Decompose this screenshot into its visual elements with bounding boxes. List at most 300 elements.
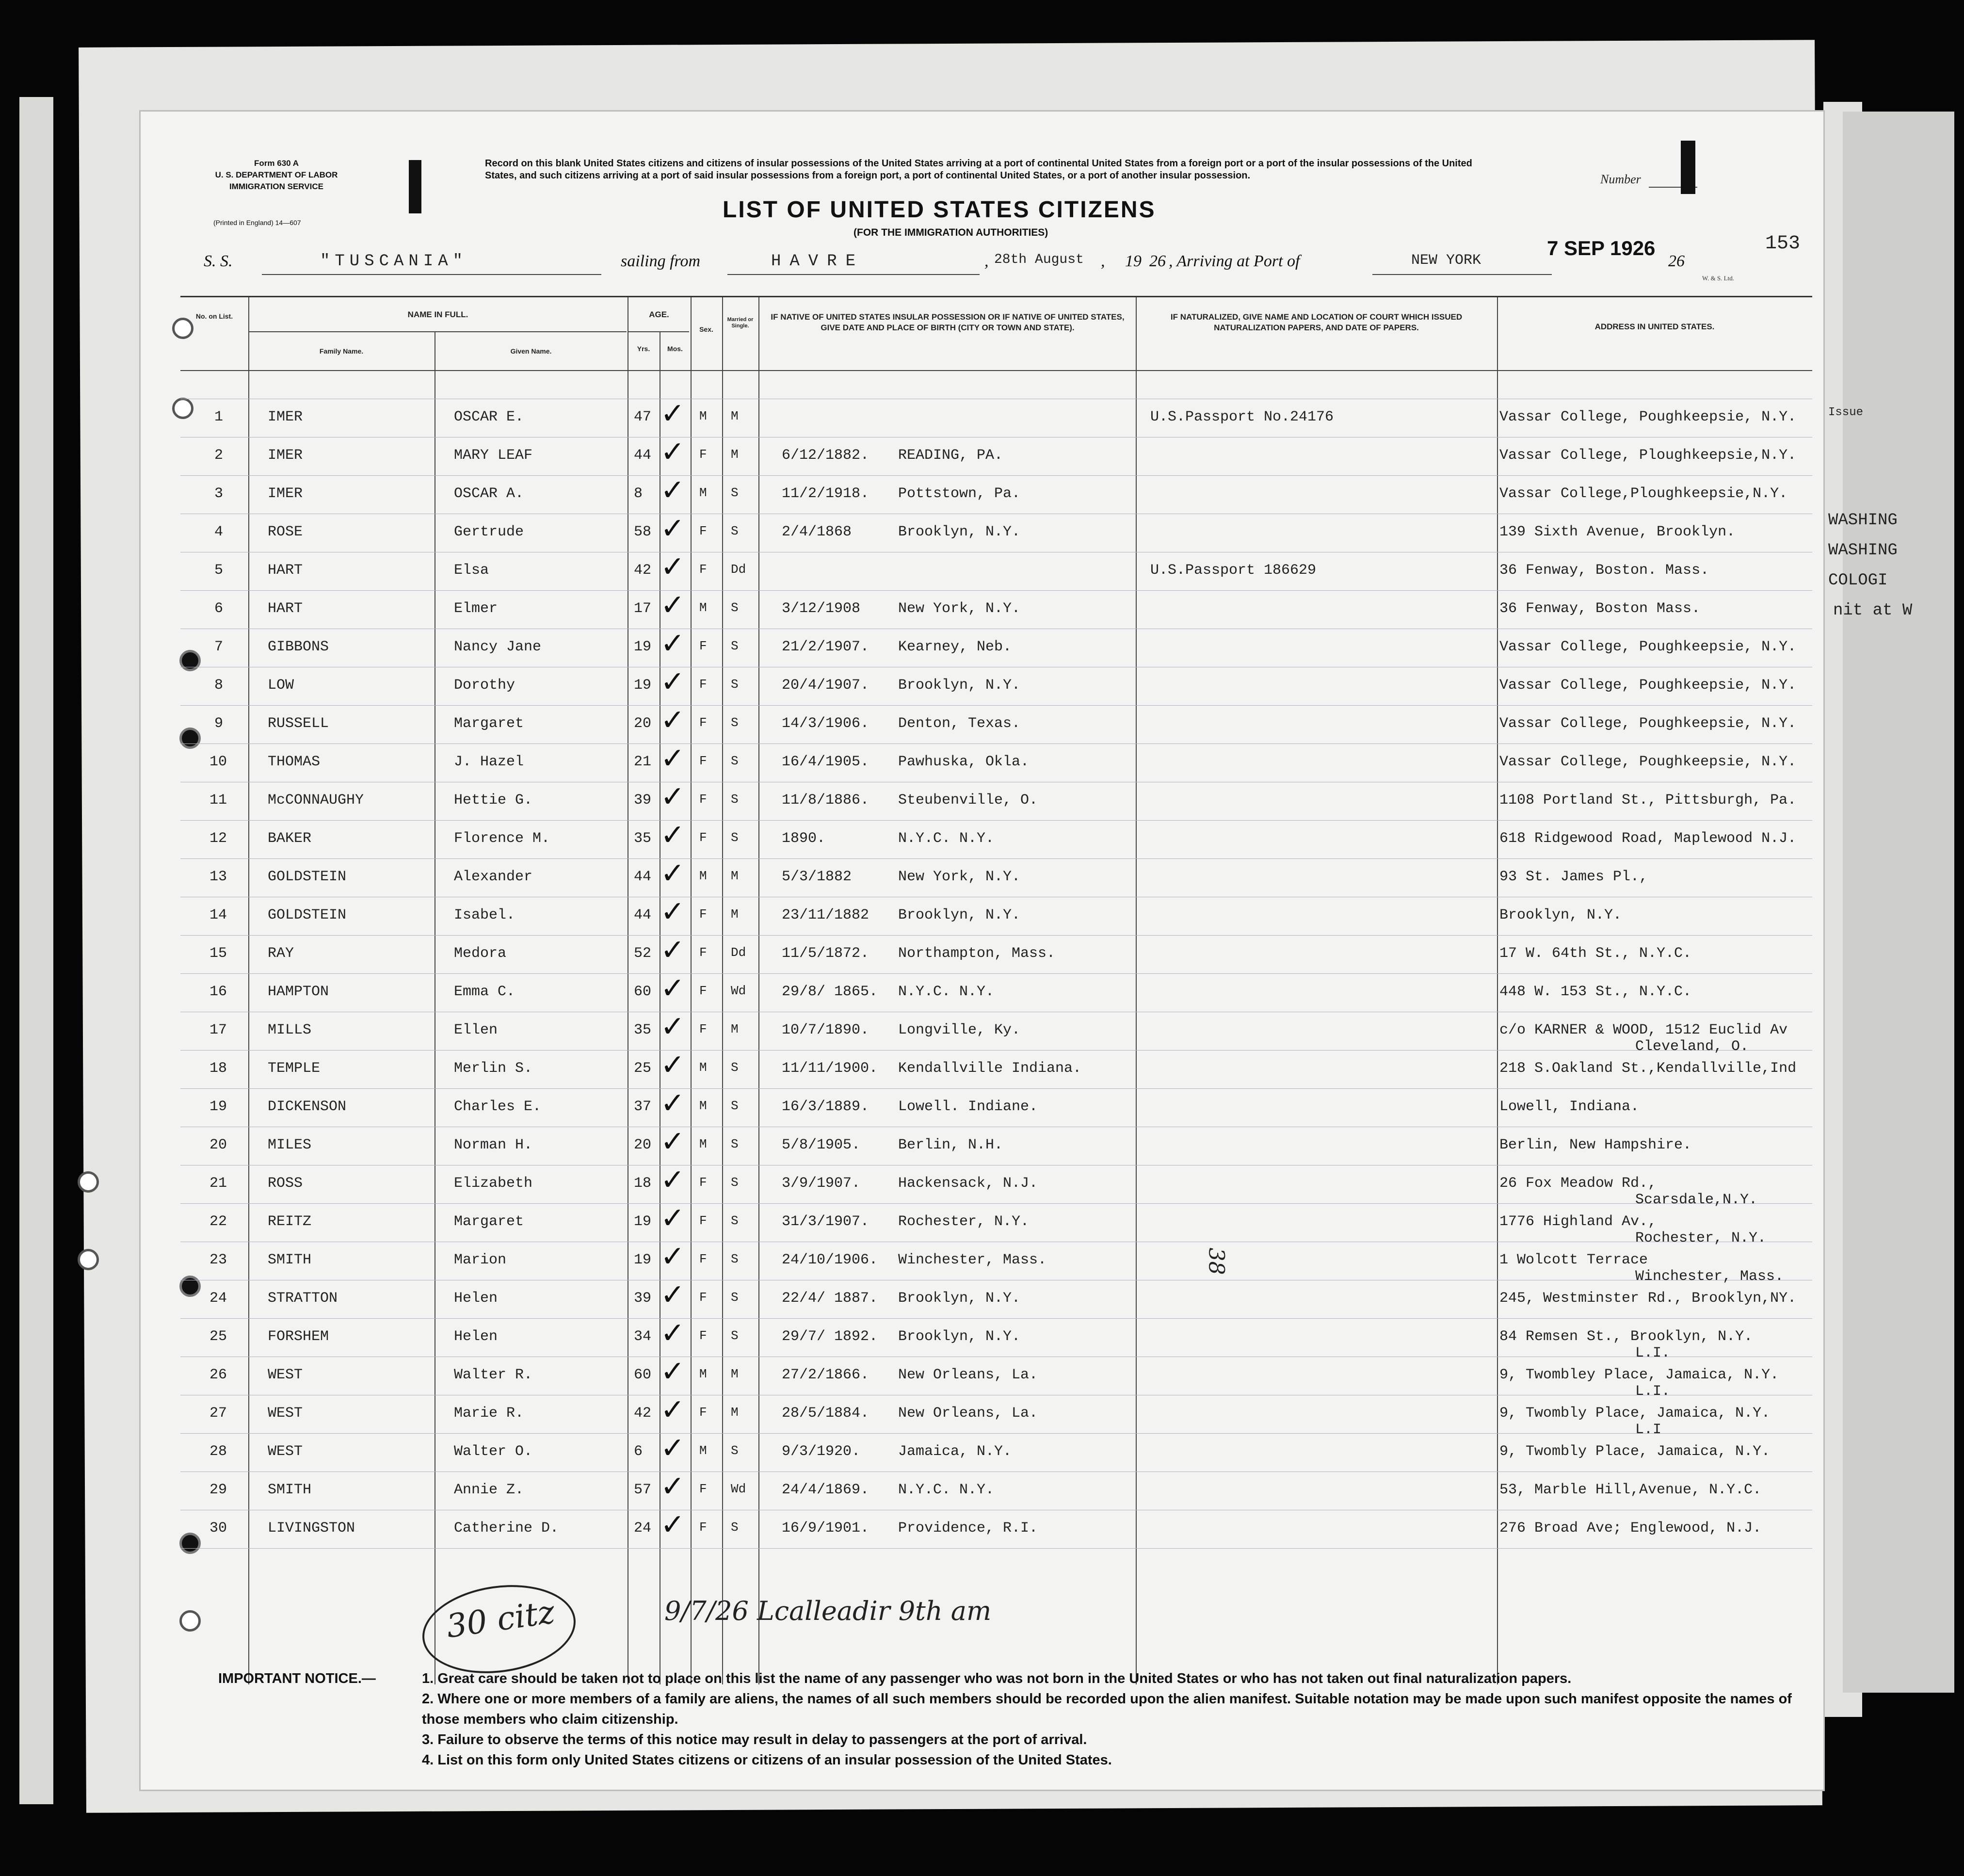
- cell-age: 52: [634, 945, 652, 962]
- check-mark: ✓: [660, 1355, 685, 1389]
- header-sex: Sex.: [699, 325, 713, 333]
- cell-address2: L.I.: [1635, 1345, 1671, 1361]
- cell-age: 44: [634, 907, 652, 923]
- cell-family: WEST: [268, 1405, 303, 1422]
- cell-sex: M: [699, 1137, 707, 1151]
- cell-given: Nancy Jane: [454, 639, 542, 655]
- cell-given: Medora: [454, 945, 507, 962]
- cell-no: 20: [209, 1137, 227, 1153]
- header-no: No. on List.: [195, 312, 233, 320]
- department: U. S. DEPARTMENT OF LABOR: [215, 170, 338, 179]
- cell-address: Vassar College, Poughkeepsie, N.Y.: [1499, 409, 1797, 425]
- cell-given: Elsa: [454, 562, 489, 579]
- cell-ms: S: [731, 600, 739, 615]
- header-rule: [180, 370, 1812, 371]
- cell-age: 19: [634, 1213, 652, 1230]
- cell-sex: F: [699, 1213, 707, 1228]
- arrival-date-stamp: 7 SEP 1926: [1547, 237, 1656, 259]
- cell-sex: F: [699, 1520, 707, 1535]
- cell-birth-date: 21/2/1907.: [782, 639, 869, 655]
- cell-birth-place: Denton, Texas.: [898, 715, 1021, 732]
- cell-birth-date: 29/7/ 1892.: [782, 1328, 878, 1345]
- cell-sex: M: [699, 485, 707, 500]
- cell-given: Alexander: [454, 869, 533, 885]
- cell-natz: U.S.Passport 186629: [1150, 562, 1317, 579]
- cell-sex: F: [699, 754, 707, 768]
- cell-ms: Wd: [731, 984, 746, 998]
- cell-family: FORSHEM: [268, 1328, 329, 1345]
- cell-address: Vassar College, Poughkeepsie, N.Y.: [1499, 715, 1797, 732]
- cell-sex: F: [699, 1290, 707, 1305]
- cell-age: 19: [634, 677, 652, 694]
- cell-birth-place: Winchester, Mass.: [898, 1252, 1047, 1268]
- cell-address2: Scarsdale,N.Y.: [1635, 1192, 1758, 1208]
- notice-lead: IMPORTANT NOTICE.—: [218, 1671, 376, 1686]
- cell-ms: S: [731, 715, 739, 730]
- cell-family: DICKENSON: [268, 1099, 347, 1115]
- cell-family: RAY: [268, 945, 294, 962]
- cell-address: 1108 Portland St., Pittsburgh, Pa.: [1499, 792, 1797, 809]
- column-rule: [722, 297, 723, 1684]
- cell-ms: S: [731, 1175, 739, 1190]
- cell-no: 18: [209, 1060, 227, 1077]
- cell-family: MILES: [268, 1137, 312, 1153]
- cell-age: 37: [634, 1099, 652, 1115]
- cell-given: Margaret: [454, 715, 524, 732]
- cell-natz: U.S.Passport No.24176: [1150, 409, 1334, 425]
- cell-birth-date: 6/12/1882.: [782, 447, 869, 464]
- cell-sex: F: [699, 984, 707, 998]
- cell-address: Vassar College, Poughkeepsie, N.Y.: [1499, 677, 1797, 694]
- check-mark: ✓: [660, 1125, 685, 1159]
- cell-ms: S: [731, 754, 739, 768]
- cell-ms: S: [731, 792, 739, 807]
- cell-no: 19: [209, 1099, 227, 1115]
- cell-birth-date: 11/8/1886.: [782, 792, 869, 809]
- cell-ms: Wd: [731, 1482, 746, 1496]
- margin-text: nit at W: [1833, 601, 1913, 620]
- cell-birth-date: 27/2/1866.: [782, 1367, 869, 1383]
- cell-given: Walter R.: [454, 1367, 533, 1383]
- cell-age: 8: [634, 485, 643, 502]
- cell-address: 139 Sixth Avenue, Brooklyn.: [1499, 524, 1736, 540]
- row-rule: [180, 1318, 1812, 1319]
- cell-birth-date: 31/3/1907.: [782, 1213, 869, 1230]
- cell-no: 12: [209, 830, 227, 847]
- cell-family: BAKER: [268, 830, 312, 847]
- cell-given: Emma C.: [454, 984, 515, 1000]
- cell-family: LOW: [268, 677, 294, 694]
- row-rule: [180, 973, 1812, 974]
- cell-birth-date: 5/3/1882: [782, 869, 852, 885]
- cell-birth-place: Hackensack, N.J.: [898, 1175, 1038, 1192]
- printer-mark: W. & S. Ltd.: [1702, 275, 1734, 282]
- cell-family: ROSE: [268, 524, 303, 540]
- check-mark: ✓: [660, 1086, 685, 1120]
- form-id-block: [204, 158, 349, 228]
- check-mark: ✓: [660, 1010, 685, 1044]
- cell-sex: F: [699, 792, 707, 807]
- cell-age: 35: [634, 830, 652, 847]
- cell-birth-place: New Orleans, La.: [898, 1405, 1038, 1422]
- header-age: AGE.: [649, 310, 669, 319]
- cell-address: Berlin, New Hampshire.: [1499, 1137, 1692, 1153]
- cell-no: 22: [209, 1213, 227, 1230]
- cell-given: Florence M.: [454, 830, 550, 847]
- cell-given: Elmer: [454, 600, 498, 617]
- cell-address2: Winchester, Mass.: [1635, 1268, 1784, 1285]
- circled-count: 30 citz: [444, 1593, 557, 1646]
- cell-ms: S: [731, 485, 739, 500]
- row-rule: [180, 858, 1812, 859]
- cell-no: 11: [209, 792, 227, 809]
- check-mark: ✓: [660, 1316, 685, 1350]
- column-rule: [691, 297, 692, 1684]
- cell-address2: L.I: [1635, 1422, 1662, 1438]
- header-married: Married or Single.: [727, 317, 754, 329]
- notice-item: 3. Failure to observe the terms of this notice may result in delay to passengers at the port of arrival.: [422, 1732, 1087, 1747]
- cell-ms: Dd: [731, 562, 746, 577]
- cell-birth-date: 5/8/1905.: [782, 1137, 861, 1153]
- cell-birth-place: Steubenville, O.: [898, 792, 1038, 809]
- margin-text: Issue: [1828, 406, 1864, 419]
- ship-name: "TUSCANIA": [320, 252, 468, 271]
- cell-address: 218 S.Oakland St.,Kendallville,Ind: [1499, 1060, 1797, 1077]
- cell-sex: F: [699, 639, 707, 653]
- row-rule: [180, 1088, 1812, 1089]
- cell-ms: M: [731, 409, 739, 423]
- ss-label: S. S.: [204, 252, 233, 270]
- cell-given: Helen: [454, 1328, 498, 1345]
- margin-text: COLOGI: [1828, 571, 1888, 590]
- cell-no: 13: [209, 869, 227, 885]
- cell-age: 17: [634, 600, 652, 617]
- year-suffix-2: 26: [1668, 252, 1685, 270]
- cell-ms: S: [731, 1252, 739, 1266]
- punch-hole: [78, 1249, 99, 1270]
- cell-given: Gertrude: [454, 524, 524, 540]
- page-subtitle: (FOR THE IMMIGRATION AUTHORITIES): [853, 227, 1048, 238]
- cell-birth-place: Brooklyn, N.Y.: [898, 1328, 1021, 1345]
- cell-age: 25: [634, 1060, 652, 1077]
- cell-sex: M: [699, 409, 707, 423]
- check-mark: ✓: [660, 1508, 685, 1542]
- cell-sex: F: [699, 1175, 707, 1190]
- cell-given: Walter O.: [454, 1443, 533, 1460]
- cell-address: 276 Broad Ave; Englewood, N.J.: [1499, 1520, 1762, 1536]
- cell-age: 6: [634, 1443, 643, 1460]
- cell-given: J. Hazel: [454, 754, 524, 770]
- cell-family: GIBBONS: [268, 639, 329, 655]
- header-mos: Mos.: [667, 345, 683, 353]
- header-yrs: Yrs.: [637, 345, 650, 353]
- rule: [1372, 274, 1552, 275]
- cell-ms: M: [731, 869, 739, 883]
- cell-ms: S: [731, 1290, 739, 1305]
- cell-no: 5: [214, 562, 224, 579]
- cell-birth-date: 9/3/1920.: [782, 1443, 861, 1460]
- cell-age: 57: [634, 1482, 652, 1498]
- check-mark: ✓: [660, 742, 685, 776]
- margin-text: WASHING: [1828, 541, 1898, 560]
- cell-family: GOLDSTEIN: [268, 907, 347, 923]
- cell-family: IMER: [268, 485, 303, 502]
- port-from: HAVRE: [771, 252, 865, 271]
- header-name: NAME IN FULL.: [407, 310, 468, 319]
- cell-family: STRATTON: [268, 1290, 338, 1307]
- cell-ms: M: [731, 907, 739, 922]
- cell-ms: M: [731, 1022, 739, 1036]
- header-rule: [248, 331, 627, 332]
- check-mark: ✓: [660, 1278, 685, 1312]
- cell-no: 17: [209, 1022, 227, 1038]
- cell-address: 26 Fox Meadow Rd.,: [1499, 1175, 1657, 1192]
- cell-sex: M: [699, 1367, 707, 1381]
- cell-ms: S: [731, 1443, 739, 1458]
- cell-address: 618 Ridgewood Road, Maplewood N.J.: [1499, 830, 1797, 847]
- cell-age: 21: [634, 754, 652, 770]
- cell-no: 10: [209, 754, 227, 770]
- cell-age: 60: [634, 1367, 652, 1383]
- cell-birth-place: Pawhuska, Okla.: [898, 754, 1030, 770]
- cell-ms: S: [731, 1099, 739, 1113]
- cell-address: Vassar College, Ploughkeepsie,N.Y.: [1499, 447, 1797, 464]
- cell-sex: F: [699, 1328, 707, 1343]
- cell-given: Dorothy: [454, 677, 515, 694]
- cell-ms: S: [731, 1328, 739, 1343]
- check-mark: ✓: [660, 1163, 685, 1197]
- cell-family: THOMAS: [268, 754, 321, 770]
- cell-no: 2: [214, 447, 224, 464]
- cell-given: Hettie G.: [454, 792, 533, 809]
- cell-sex: F: [699, 830, 707, 845]
- cell-address: 448 W. 153 St., N.Y.C.: [1499, 984, 1692, 1000]
- cell-given: Merlin S.: [454, 1060, 533, 1077]
- cell-sex: F: [699, 1482, 707, 1496]
- cell-family: ROSS: [268, 1175, 303, 1192]
- cell-address: 9, Twombly Place, Jamaica, N.Y.: [1499, 1405, 1771, 1422]
- cell-ms: M: [731, 1405, 739, 1420]
- cell-family: HAMPTON: [268, 984, 329, 1000]
- cell-birth-date: 11/5/1872.: [782, 945, 869, 962]
- cell-no: 6: [214, 600, 224, 617]
- check-mark: ✓: [660, 397, 685, 431]
- cell-ms: S: [731, 639, 739, 653]
- cell-address: 84 Remsen St., Brooklyn, N.Y.: [1499, 1328, 1753, 1345]
- cell-given: Ellen: [454, 1022, 498, 1038]
- cell-address: Brooklyn, N.Y.: [1499, 907, 1622, 923]
- arriving-label: , Arriving at Port of: [1169, 252, 1300, 270]
- cell-family: WEST: [268, 1367, 303, 1383]
- cell-age: 20: [634, 1137, 652, 1153]
- cell-age: 44: [634, 869, 652, 885]
- cell-address: Vassar College, Poughkeepsie, N.Y.: [1499, 754, 1797, 770]
- row-rule: [180, 820, 1812, 821]
- cell-age: 19: [634, 639, 652, 655]
- cell-birth-date: 20/4/1907.: [782, 677, 869, 694]
- cell-birth-place: N.Y.C. N.Y.: [898, 1482, 995, 1498]
- cell-birth-date: 22/4/ 1887.: [782, 1290, 878, 1307]
- cell-birth-place: N.Y.C. N.Y.: [898, 830, 995, 847]
- cell-address2: L.I.: [1635, 1383, 1671, 1400]
- cell-birth-place: Pottstown, Pa.: [898, 485, 1021, 502]
- margin-text: WASHING: [1828, 511, 1898, 530]
- header-naturalized: IF NATURALIZED, GIVE NAME AND LOCATION OF COURT WHICH ISSUED NATURALIZATION PAPERS, AND DATE OF PAPERS.: [1170, 312, 1463, 332]
- sailing-label: sailing from: [621, 252, 701, 270]
- cell-address: 17 W. 64th St., N.Y.C.: [1499, 945, 1692, 962]
- cell-family: GOLDSTEIN: [268, 869, 347, 885]
- column-rule: [1497, 297, 1498, 1684]
- check-mark: ✓: [660, 703, 685, 737]
- cell-family: IMER: [268, 409, 303, 425]
- cell-age: 39: [634, 792, 652, 809]
- cell-birth-date: 16/3/1889.: [782, 1099, 869, 1115]
- cell-given: Catherine D.: [454, 1520, 559, 1536]
- cell-birth-place: Lowell. Indiane.: [898, 1099, 1038, 1115]
- cell-given: Norman H.: [454, 1137, 533, 1153]
- cell-birth-date: 24/4/1869.: [782, 1482, 869, 1498]
- cell-age: 44: [634, 447, 652, 464]
- cell-address: Lowell, Indiana.: [1499, 1099, 1640, 1115]
- cell-ms: M: [731, 447, 739, 462]
- cell-ms: S: [731, 1213, 739, 1228]
- column-rule: [758, 297, 759, 1684]
- cell-address: 245, Westminster Rd., Brooklyn,NY.: [1499, 1290, 1797, 1307]
- cell-age: 24: [634, 1520, 652, 1536]
- cell-birth-date: 29/8/ 1865.: [782, 984, 878, 1000]
- stray-mark: 38: [1204, 1247, 1229, 1275]
- cell-birth-date: 16/4/1905.: [782, 754, 869, 770]
- cell-family: TEMPLE: [268, 1060, 321, 1077]
- check-mark: ✓: [660, 1393, 685, 1427]
- cell-birth-place: Berlin, N.H.: [898, 1137, 1003, 1153]
- cell-age: 20: [634, 715, 652, 732]
- rule: [727, 274, 980, 275]
- cell-sex: F: [699, 447, 707, 462]
- inspector-note: 9/7/26 Lcalleadir 9th am: [664, 1596, 992, 1626]
- cell-no: 25: [209, 1328, 227, 1345]
- cell-birth-date: 28/5/1884.: [782, 1405, 869, 1422]
- cell-age: 39: [634, 1290, 652, 1307]
- check-mark: ✓: [660, 895, 685, 929]
- cell-birth-date: 3/12/1908: [782, 600, 861, 617]
- year-suffix: 26: [1149, 252, 1166, 270]
- printer-note: (Printed in England) 14—607: [213, 219, 301, 226]
- header-address: ADDRESS IN UNITED STATES.: [1594, 322, 1715, 331]
- cell-birth-date: 10/7/1890.: [782, 1022, 869, 1038]
- cell-birth-place: Brooklyn, N.Y.: [898, 524, 1021, 540]
- cell-no: 26: [209, 1367, 227, 1383]
- cell-age: 42: [634, 1405, 652, 1422]
- check-mark: ✓: [660, 1470, 685, 1504]
- header-rule: [628, 331, 689, 332]
- cell-family: SMITH: [268, 1482, 312, 1498]
- number-value-mark: [1681, 141, 1695, 194]
- cell-birth-place: Brooklyn, N.Y.: [898, 677, 1021, 694]
- cell-no: 27: [209, 1405, 227, 1422]
- cell-sex: F: [699, 1405, 707, 1420]
- cell-no: 21: [209, 1175, 227, 1192]
- cell-given: OSCAR A.: [454, 485, 524, 502]
- cell-no: 28: [209, 1443, 227, 1460]
- form-number: Form 630 A: [254, 159, 299, 168]
- cell-given: Annie Z.: [454, 1482, 524, 1498]
- cell-no: 23: [209, 1252, 227, 1268]
- number-label: Number: [1600, 172, 1641, 186]
- cell-birth-place: New Orleans, La.: [898, 1367, 1038, 1383]
- underlying-page-left: [19, 97, 53, 1804]
- check-mark: ✓: [660, 1431, 685, 1465]
- cell-address2: Cleveland, O.: [1635, 1038, 1749, 1055]
- row-rule: [180, 590, 1812, 591]
- cell-no: 7: [214, 639, 224, 655]
- cell-given: Charles E.: [454, 1099, 542, 1115]
- cell-birth-date: 23/11/1882: [782, 907, 869, 923]
- cell-address: 93 St. James Pl.,: [1499, 869, 1648, 885]
- service: IMMIGRATION SERVICE: [229, 182, 323, 191]
- cell-given: Elizabeth: [454, 1175, 533, 1192]
- cell-birth-place: Brooklyn, N.Y.: [898, 907, 1021, 923]
- cell-no: 29: [209, 1482, 227, 1498]
- row-rule: [180, 935, 1812, 936]
- cell-no: 8: [214, 677, 224, 694]
- row-rule: [180, 1548, 1812, 1549]
- cell-ms: S: [731, 524, 739, 538]
- cell-address: c/o KARNER & WOOD, 1512 Euclid Av: [1499, 1022, 1788, 1038]
- cell-birth-date: 11/2/1918.: [782, 485, 869, 502]
- cell-address2: Rochester, N.Y.: [1635, 1230, 1767, 1246]
- cell-age: 42: [634, 562, 652, 579]
- cell-birth-date: 16/9/1901.: [782, 1520, 869, 1536]
- cell-family: LIVINGSTON: [268, 1520, 355, 1536]
- cell-ms: S: [731, 830, 739, 845]
- notice-item: 4. List on this form only United States citizens or citizens of an insular possession of the United States.: [422, 1752, 1112, 1768]
- notice-item: 2. Where one or more members of a family are aliens, the names of all such members should be recorded upon the alien manifest. Suitable notation may be made upon such manifest opposite the names of those members who claim citizenship.: [422, 1691, 1792, 1727]
- right-margin-text: [1828, 272, 1954, 626]
- check-mark: ✓: [660, 550, 685, 584]
- cell-no: 15: [209, 945, 227, 962]
- cell-given: MARY LEAF: [454, 447, 533, 464]
- cell-address: Vassar College,Ploughkeepsie,N.Y.: [1499, 485, 1788, 502]
- header-given: Given Name.: [510, 347, 552, 355]
- cell-family: HART: [268, 600, 303, 617]
- cell-given: Marion: [454, 1252, 507, 1268]
- cell-birth-place: Brooklyn, N.Y.: [898, 1290, 1021, 1307]
- column-rule: [248, 297, 249, 1684]
- cell-sex: F: [699, 1022, 707, 1036]
- cell-birth-date: 3/9/1907.: [782, 1175, 861, 1192]
- cell-age: 58: [634, 524, 652, 540]
- port-to: NEW YORK: [1411, 252, 1481, 269]
- cell-birth-date: 1890.: [782, 830, 826, 847]
- cell-ms: M: [731, 1367, 739, 1381]
- row-rule: [180, 705, 1812, 706]
- check-mark: ✓: [660, 933, 685, 967]
- cell-birth-place: Northampton, Mass.: [898, 945, 1056, 962]
- cell-no: 9: [214, 715, 224, 732]
- cell-given: OSCAR E.: [454, 409, 524, 425]
- cell-given: Margaret: [454, 1213, 524, 1230]
- cell-sex: M: [699, 1099, 707, 1113]
- number-mark: [409, 160, 421, 213]
- check-mark: ✓: [660, 1048, 685, 1082]
- check-mark: ✓: [660, 857, 685, 890]
- check-mark: ✓: [660, 818, 685, 852]
- cell-family: IMER: [268, 447, 303, 464]
- cell-no: 3: [214, 485, 224, 502]
- cell-ms: Dd: [731, 945, 746, 960]
- cell-address: 53, Marble Hill,Avenue, N.Y.C.: [1499, 1482, 1762, 1498]
